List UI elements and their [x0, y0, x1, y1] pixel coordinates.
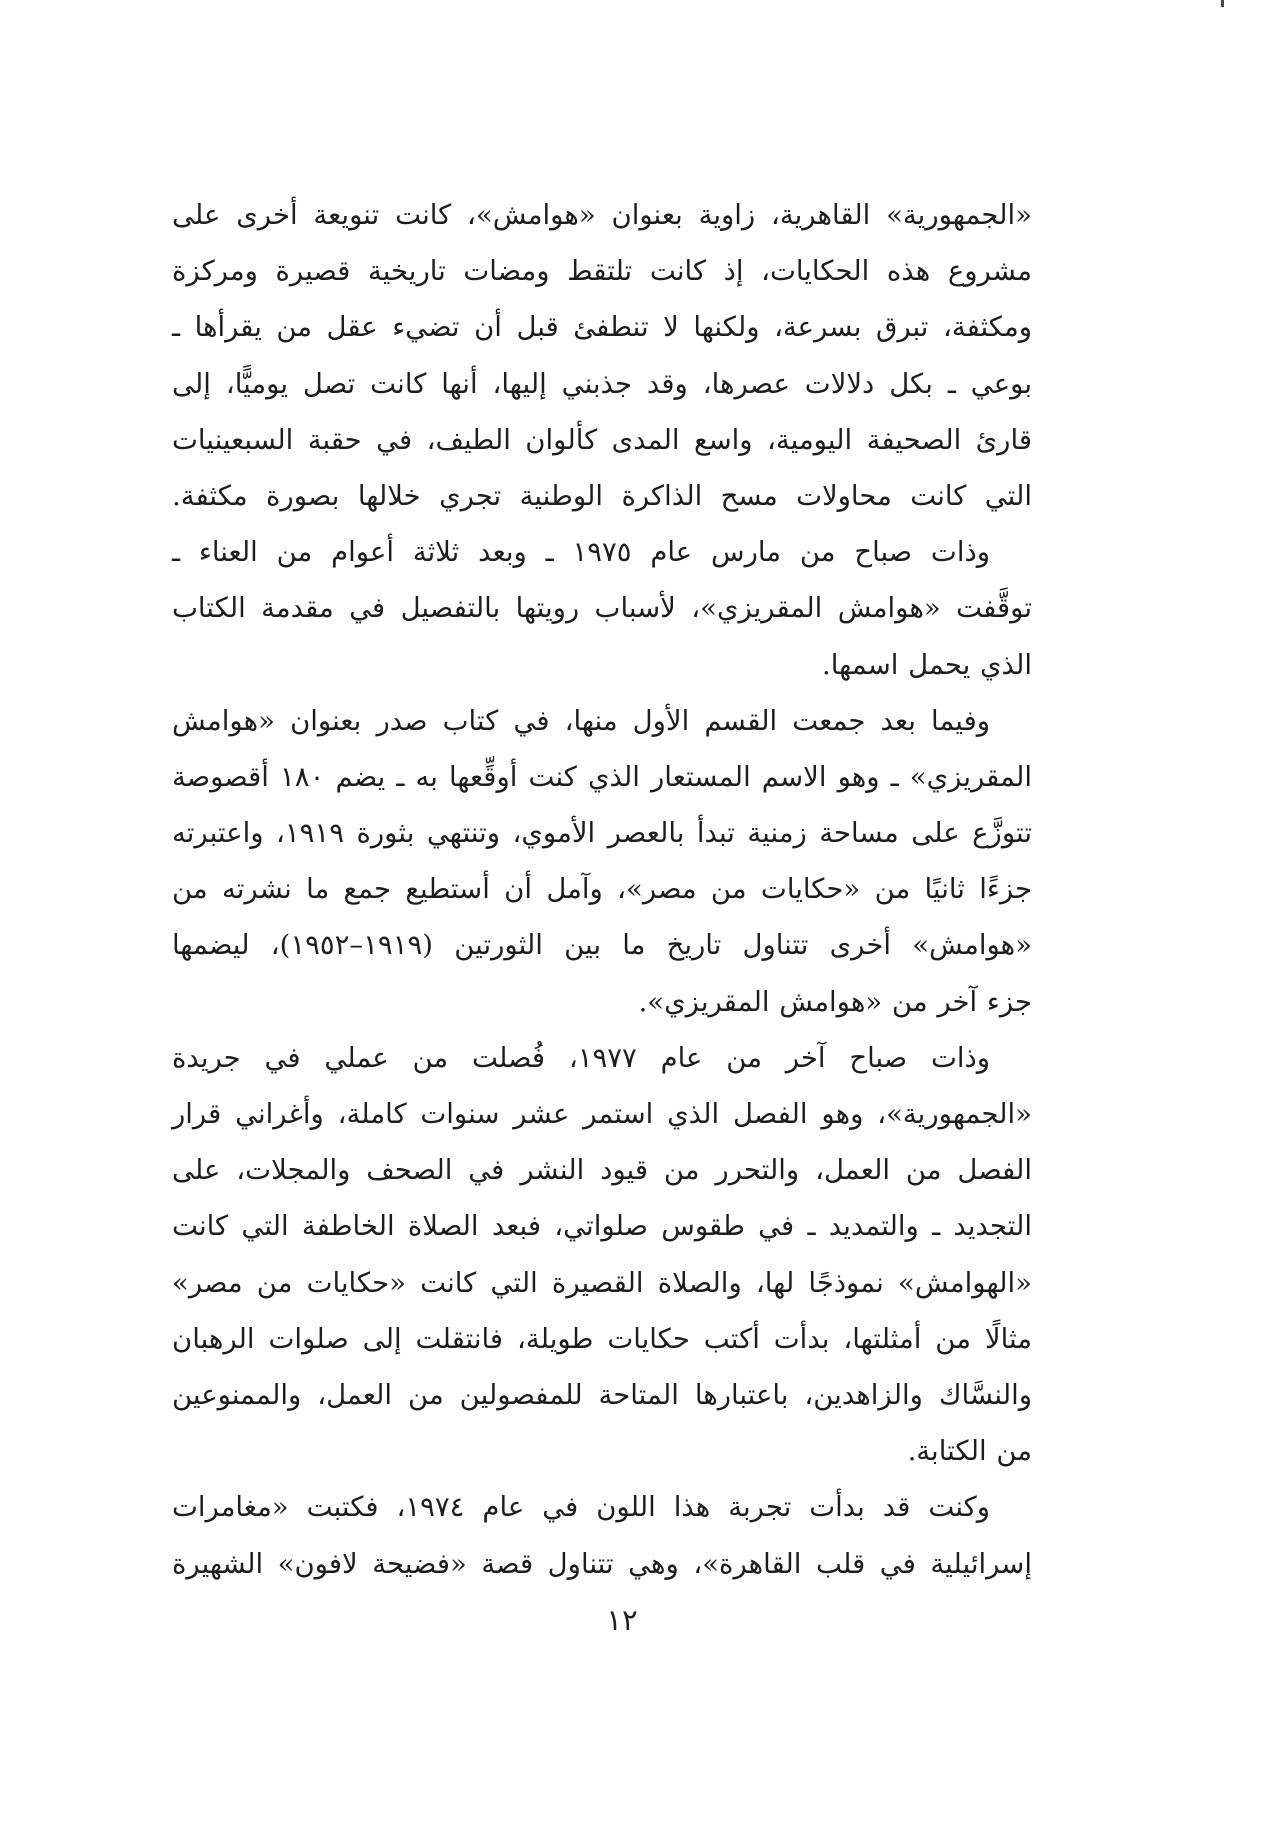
text-line: التي كانت محاولات مسح الذاكرة الوطنية تجري خلالها بصورة مكثفة.: [172, 479, 1032, 512]
page-number: ١٢: [606, 1603, 638, 1637]
text-line: «الهوامش» نموذجًا لها، والصلاة القصيرة التي كانت «حكايات من مصر»: [172, 1266, 1032, 1299]
text-line: والنسَّاك والزاهدين، باعتبارها المتاحة للمفصولين من العمل، والممنوعين: [172, 1378, 1032, 1411]
text-line: وذات صباح من مارس عام ١٩٧٥ ـ وبعد ثلاثة أعوام من العناء ـ: [172, 536, 990, 569]
text-line: إسرائيلية في قلب القاهرة»، وهي تتناول قصة «فضيحة لافون» الشهيرة: [172, 1547, 1032, 1580]
text-line: وكنت قد بدأت تجربة هذا اللون في عام ١٩٧٤، فكتبت «مغامرات: [172, 1491, 990, 1524]
text-line: مشروع هذه الحكايات، إذ كانت تلتقط ومضات تاريخية قصيرة ومركزة: [172, 255, 1032, 288]
text-line: الفصل من العمل، والتحرر من قيود النشر في الصحف والمجلات، على: [172, 1154, 1032, 1187]
text-block: [172, 187, 1032, 1592]
text-line: وفيما بعد جمعت القسم الأول منها، في كتاب صدر بعنوان «هوامش: [172, 704, 990, 737]
text-line: «الجمهورية»، وهو الفصل الذي استمر عشر سنوات كاملة، وأغراني قرار: [172, 1098, 1032, 1130]
text-line: وذات صباح آخر من عام ١٩٧٧، فُصلت من عملي في جريدة: [172, 1041, 990, 1074]
text-line: توقَّفت «هوامش المقريزي»، لأسباب رويتها بالتفصيل في مقدمة الكتاب: [172, 592, 1032, 625]
text-line: تتوزَّع على مساحة زمنية تبدأ بالعصر الأموي، وتنتهي بثورة ١٩١٩، واعتبرته: [172, 817, 1032, 850]
text-line: بوعي ـ بكل دلالات عصرها، وقد جذبني إليها، أنها كانت تصل يوميًّا، إلى: [172, 367, 1032, 400]
text-line: «هوامش» أخرى تتناول تاريخ ما بين الثورتين (١٩١٩–١٩٥٢)، ليضمها: [172, 929, 1032, 962]
text-line: التجديد ـ والتمديد ـ في طقوس صلواتي، فبعد الصلاة الخاطفة التي كانت: [172, 1210, 1032, 1243]
text-line: جزء آخر من «هوامش المقريزي».: [638, 985, 1032, 1018]
text-line: ومكثفة، تبرق بسرعة، ولكنها لا تنطفئ قبل أن تضيء عقل من يقرأها ـ: [172, 311, 1032, 344]
text-line: قارئ الصحيفة اليومية، واسع المدى كألوان الطيف، في حقبة السبعينيات: [172, 423, 1032, 456]
scan-artifact-tick: [1221, 0, 1224, 7]
text-line: الذي يحمل اسمها.: [822, 648, 1032, 681]
text-line: مثالًا من أمثلتها، بدأت أكتب حكايات طويلة، فانتقلت إلى صلوات الرهبان: [172, 1322, 1032, 1355]
text-line: «الجمهورية» القاهرية، زاوية بعنوان «هوامش»، كانت تنويعة أخرى على: [172, 199, 1032, 231]
text-line: المقريزي» ـ وهو الاسم المستعار الذي كنت أوقِّعها به ـ يضم ١٨٠ أقصوصة: [172, 760, 1032, 793]
text-line: جزءًا ثانيًا من «حكايات من مصر»، وآمل أن أستطيع جمع ما نشرته من: [172, 873, 1032, 906]
text-line: من الكتابة.: [907, 1435, 1032, 1468]
